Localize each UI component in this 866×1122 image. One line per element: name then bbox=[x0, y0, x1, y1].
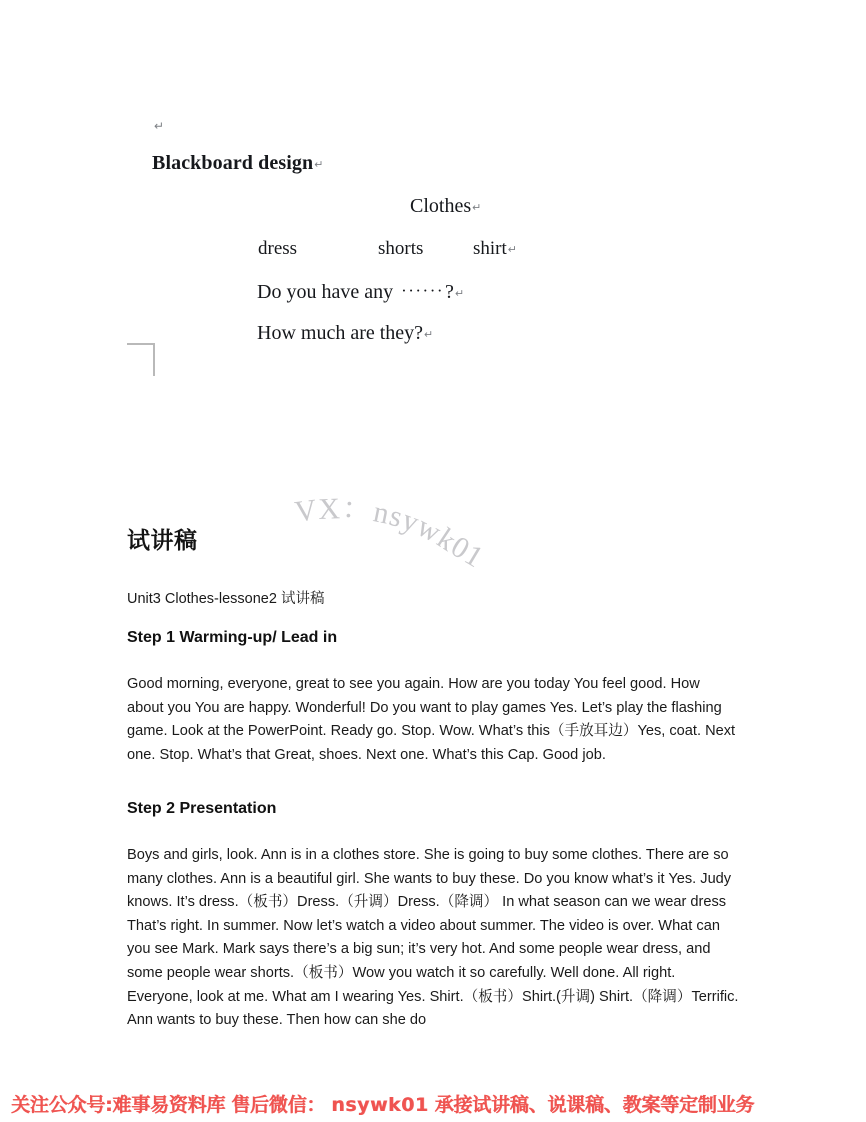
blackboard-design-heading-text: Blackboard design bbox=[152, 152, 314, 174]
paragraph-mark-icon: ↵ bbox=[314, 159, 324, 171]
watermark-label: VX：nsywk01 bbox=[292, 491, 490, 575]
page-title: 试讲稿 bbox=[127, 527, 198, 553]
blackboard-topic-word bbox=[410, 195, 481, 218]
blackboard-word-shirt: shirt bbox=[473, 238, 507, 259]
document-subtitle: Unit3 Clothes-lessone2 试讲稿 bbox=[127, 591, 325, 607]
blackboard-design-heading bbox=[152, 152, 324, 175]
promo-footer-banner bbox=[0, 1089, 866, 1122]
blackboard-sentence-two bbox=[257, 322, 433, 345]
section-heading-step-1: Step 1 Warming-up/ Lead in bbox=[127, 629, 338, 646]
section-body-step-1: Good morning, everyone, great to see you again. How are you today You feel good. How about you You are happy. Wonderful! Do you want to play games Yes. Let’s play the flashing game. Look at the PowerPoint. Ready go. Stop. Wow. What’s this（手放耳边）Yes, coat. Next one. Stop. What’s that Great, shoes. Next one. What’s this Cap. Good job. bbox=[127, 676, 736, 763]
blackboard-word-shorts: shorts bbox=[378, 238, 424, 259]
blackboard-sentence-one bbox=[257, 281, 464, 304]
watermark-text bbox=[293, 492, 490, 575]
section-body-step-2: Boys and girls, look. Ann is in a clothes store. She is going to buy some clothes. There are so many clothes. Ann is a beautiful girl. She wants to buy these. Do you know what’s it Yes. Judy knows. It’s dress.（板书）Dress.（升调）Dress.（降调） In what season can we wear dress That’s right. In summer. Now let’s watch a video about summer. The video is over. What can you see Mark. Mark says there’s a big sun; it’s very hot. And some people wear dress, and some people wear shorts.（板书）Wow you watch it so carefully. Well done. All right. Everyone, look at me. What am I wearing Yes. Shirt.（板书）Shirt.(升调) Shirt.（降调）Terrific. Ann wants to buy these. Then how can she do bbox=[127, 847, 739, 1029]
blackboard-sentence-one-ellipsis: ······ bbox=[401, 281, 445, 300]
blackboard-sentence-one-suffix: ? bbox=[445, 281, 454, 303]
promo-footer-services: 承接试讲稿、说课稿、教案等定制业务 bbox=[434, 1094, 755, 1116]
paragraph-mark-icon: ↵ bbox=[472, 202, 482, 214]
promo-footer-text bbox=[11, 1090, 760, 1120]
promo-footer-account: 关注公众号:难事易资料库 bbox=[11, 1094, 226, 1116]
blackboard-topic-word-text: Clothes bbox=[410, 195, 472, 217]
watermark bbox=[292, 491, 532, 596]
blackboard-vocabulary-row bbox=[258, 238, 558, 260]
paragraph-mark-icon: ↵ bbox=[507, 244, 517, 256]
promo-footer-wechat-id: nsywk01 bbox=[331, 1094, 429, 1116]
blackboard-word-dress: dress bbox=[258, 238, 298, 259]
paragraph-mark-icon: ↵ bbox=[154, 119, 165, 133]
section-heading-step-2: Step 2 Presentation bbox=[127, 800, 277, 817]
promo-footer-wechat-label: 售后微信： bbox=[231, 1094, 326, 1116]
paragraph-mark-icon: ↵ bbox=[424, 329, 434, 341]
paragraph-mark-icon: ↵ bbox=[454, 288, 465, 300]
blackboard-sentence-two-text: How much are they? bbox=[257, 322, 424, 344]
table-corner-handle-icon bbox=[127, 343, 155, 376]
blackboard-sentence-one-prefix: Do you have any bbox=[257, 281, 394, 303]
